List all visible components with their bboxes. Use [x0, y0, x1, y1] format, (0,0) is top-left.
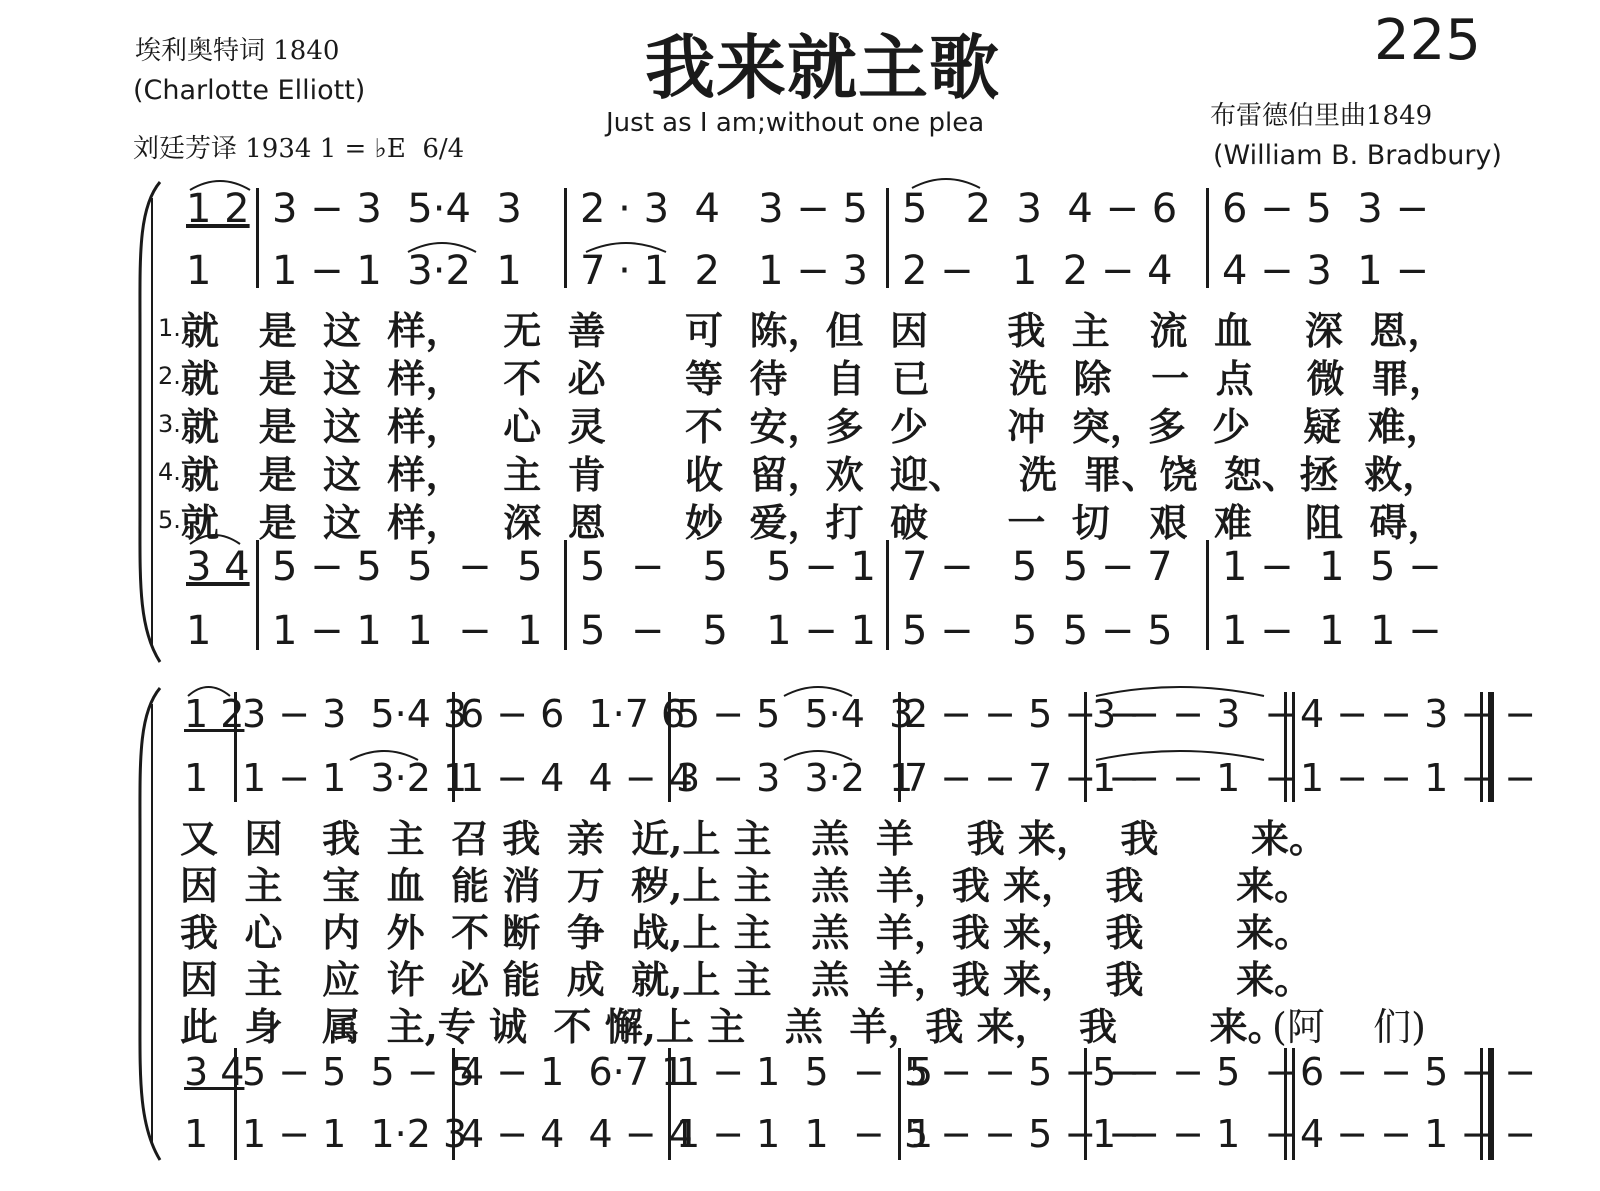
system2-alto-measure: 3 − 3 3·2 1	[676, 756, 914, 800]
system1-barline	[256, 540, 259, 650]
system1-tenor-pickup: 3 4	[186, 544, 250, 590]
system1-alto-measure: 7 · 1 2 1 − 3	[580, 248, 868, 294]
system1-verse-5: $^{5.}$就 是 这 样， 深 恩 妙 爱，打 破 一 切 艰 难 阻 碍，	[158, 500, 1446, 545]
system1-slur	[908, 170, 988, 190]
system1-verse-2: $^{2.}$就 是 这 样， 不 必 等 待 自 已 洗 除 一 点 微 罪，	[158, 356, 1448, 401]
system1-slur	[582, 234, 672, 254]
system2-tenor-measure: 5 − − 5 − −	[904, 1050, 1141, 1094]
system2-slur	[346, 742, 426, 762]
system1-barline	[1206, 540, 1209, 650]
hymn-number: 225	[1374, 8, 1481, 73]
system1-soprano-measure: 6 − 5 3 −	[1222, 186, 1429, 232]
system2-slur	[780, 678, 860, 698]
system1-barline	[886, 188, 889, 288]
system2-tenor-measure: 5 − 5 5 − 5	[242, 1050, 475, 1094]
hymn-subtitle: Just as I am;without one plea	[606, 108, 985, 138]
system2-verse-5: 此 身 属 主,专 诚 不 懈,上 主 羔 羊，我 来， 我 来。	[180, 1004, 1286, 1049]
system1-tenor-measure: 1 − 1 5 −	[1222, 544, 1442, 590]
system2-bass-measure: 1 − 1 1·2 3	[242, 1112, 468, 1156]
system2-bass-measure: 5 − − 5 − −	[904, 1112, 1141, 1156]
system2-alto-amen: 1 − − 1 − −	[1300, 756, 1537, 800]
system1-soprano-measure: 2 · 3 4 3 − 5	[580, 186, 868, 232]
system2-alto-pickup: 1	[184, 756, 209, 800]
amen-label: (阿 们)	[1272, 1005, 1426, 1049]
system2-tenor-amen: 6 − − 5 − −	[1300, 1050, 1537, 1094]
system2-alto-measure: 1 − − 1 −	[1092, 756, 1297, 800]
system2-alto-measure: 7 − − 7 − −	[904, 756, 1141, 800]
system1-barline	[564, 540, 567, 650]
system1-soprano-measure: 3 − 3 5·4 3	[272, 186, 522, 232]
system1-slur	[186, 172, 256, 192]
system1-alto-pickup: 1	[186, 248, 212, 294]
system2-tenor-measure: 4 − 1 6·7 1	[460, 1050, 686, 1094]
system1-tenor-measure: 5 − 5 5 − 5	[272, 544, 543, 590]
system2-soprano-measure: 3 − − 3 −	[1092, 692, 1297, 736]
system2-alto-measure: 1 − 4 4 − 4	[460, 756, 693, 800]
system2-soprano-measure: 3 − 3 5·4 3	[242, 692, 468, 736]
system1-slur	[404, 234, 484, 254]
system1-barline	[564, 188, 567, 288]
system2-verse-3: 我 心 内 外 不 断 争 战,上 主 羔 羊，我 来， 我 来。	[180, 910, 1313, 955]
translator-and-key: 刘廷芳译 1934 1 = ♭E 6/4	[133, 134, 465, 164]
system1-soprano-pickup: 1 2	[186, 186, 250, 232]
system1-barline	[1206, 188, 1209, 288]
system1-alto-measure: 1 − 1 3·2 1	[272, 248, 522, 294]
composer-credit-english: (William B. Bradbury)	[1213, 140, 1502, 171]
system2-verse-2: 因 主 宝 血 能 消 万 秽,上 主 羔 羊，我 来， 我 来。	[180, 863, 1313, 908]
system2-bass-pickup: 1	[184, 1112, 209, 1156]
system1-barline	[256, 188, 259, 288]
system2-bass-amen: 4 − − 1 − −	[1300, 1112, 1537, 1156]
author-credit-english: (Charlotte Elliott)	[133, 75, 366, 106]
hymn-title: 我来就主歌	[645, 26, 1000, 109]
system2-bass-measure: 4 − 4 4 − 4	[460, 1112, 693, 1156]
system1-verse-1: $^{1.}$就 是 这 样， 无 善 可 陈，但 因 我 主 流 血 深 恩，	[158, 308, 1446, 353]
system1-bass-measure: 1 − 1 1 − 1	[272, 608, 543, 654]
system2-alto-measure: 1 − 1 3·2 1	[242, 756, 468, 800]
system2-slur	[1092, 678, 1272, 698]
system2-slur	[1092, 742, 1272, 762]
system2-brace	[128, 684, 168, 1164]
system2-bass-measure: 1 − − 1 −	[1092, 1112, 1297, 1156]
system2-slur	[780, 742, 860, 762]
system1-bass-measure: 1 − 1 1 −	[1222, 608, 1442, 654]
system1-alto-measure: 2 − 1 2 − 4	[902, 248, 1173, 294]
system2-soprano-measure: 2 − − 5 − −	[904, 692, 1141, 736]
system2-bass-measure: 1 − 1 1 − 1	[676, 1112, 934, 1156]
author-credit: 埃利奥特词 1840	[135, 36, 340, 66]
system2-soprano-pickup: 1 2	[184, 692, 245, 736]
system2-verse-4: 因 主 应 许 必 能 成 就,上 主 羔 羊，我 来， 我 来。	[180, 957, 1313, 1002]
system1-alto-measure: 4 − 3 1 −	[1222, 248, 1429, 294]
system2-soprano-measure: 5 − 5 5·4 3	[676, 692, 914, 736]
system2-verse-1: 又 因 我 主 召 我 亲 近,上 主 羔 羊 我 来， 我 来。	[180, 816, 1328, 861]
system1-verse-4: $^{4.}$就 是 这 样， 主 肯 收 留，欢 迎、 洗 罪、饶 恕、拯 救，	[158, 452, 1441, 497]
system2-slur	[184, 678, 234, 698]
system1-bass-measure: 5 − 5 5 − 5	[902, 608, 1173, 654]
system1-bass-measure: 5 − 5 1 − 1	[580, 608, 876, 654]
system1-tenor-measure: 5 − 5 5 − 1	[580, 544, 876, 590]
system1-tenor-measure: 7 − 5 5 − 7	[902, 544, 1173, 590]
system2-tenor-measure: 5 − − 5 −	[1092, 1050, 1297, 1094]
system2-tenor-measure: 1 − 1 5 − 5	[676, 1050, 934, 1094]
system1-soprano-measure: 5 2 3 4 − 6	[902, 186, 1178, 232]
system2-soprano-amen: 4 − − 3 − −	[1300, 692, 1537, 736]
system2-tenor-pickup: 3 4	[184, 1050, 245, 1094]
system1-bass-pickup: 1	[186, 608, 212, 654]
composer-credit: 布雷德伯里曲1849	[1210, 101, 1433, 131]
system1-barline	[886, 540, 889, 650]
system1-verse-3: $^{3.}$就 是 这 样， 心 灵 不 安，多 少 冲 突，多 少 疑 难，	[158, 404, 1444, 449]
system2-soprano-measure: 6 − 6 1·7 6	[460, 692, 686, 736]
